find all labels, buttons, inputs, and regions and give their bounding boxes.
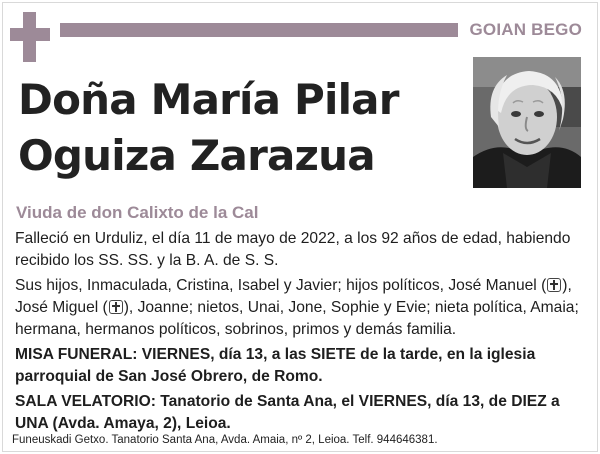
obituary-body <box>15 228 587 438</box>
deceased-cross-icon <box>109 300 123 314</box>
portrait-image <box>473 57 581 188</box>
family-text-part-2: ), José Miguel ( <box>15 277 572 316</box>
newspaper-brand: GOIAN BEGO <box>469 20 582 39</box>
family-text-part-3: ), Joanne; nietos, Unai, Jone, Sophie y Evie; nieta política, Amaia; hermana, hermanos políticos, sobrinos, primos y demás familia. <box>15 299 579 338</box>
deceased-name-line-2: Oguiza Zarazua <box>18 131 375 180</box>
cross-icon <box>10 12 50 62</box>
family-paragraph <box>15 275 587 341</box>
portrait-photo <box>473 57 581 188</box>
wake-room-paragraph: SALA VELATORIO: Tanatorio de Santa Ana, el VIERNES, día 13, de DIEZ a UNA (Avda. Amaya, 2), Leioa. <box>15 393 560 432</box>
deceased-cross-icon <box>547 278 561 292</box>
deceased-name-line-1: Doña María Pilar <box>18 75 399 124</box>
header-band <box>60 23 458 37</box>
deceased-name <box>18 72 458 184</box>
funeral-home-footer: Funeuskadi Getxo. Tanatorio Santa Ana, Avda. Amaia, nº 2, Leioa. Telf. 944646381. <box>12 434 438 446</box>
family-text-part-1: Sus hijos, Inmaculada, Cristina, Isabel y Javier; hijos políticos, José Manuel ( <box>15 277 547 294</box>
widow-of-line: Viuda de don Calixto de la Cal <box>16 203 259 222</box>
death-notice-paragraph: Falleció en Urduliz, el día 11 de mayo de 2022, a los 92 años de edad, habiendo recibido los SS. SS. y la B. A. de S. S. <box>15 230 571 269</box>
funeral-mass-paragraph: MISA FUNERAL: VIERNES, día 13, a las SIETE de la tarde, en la iglesia parroquial de San José Obrero, de Romo. <box>15 346 536 385</box>
